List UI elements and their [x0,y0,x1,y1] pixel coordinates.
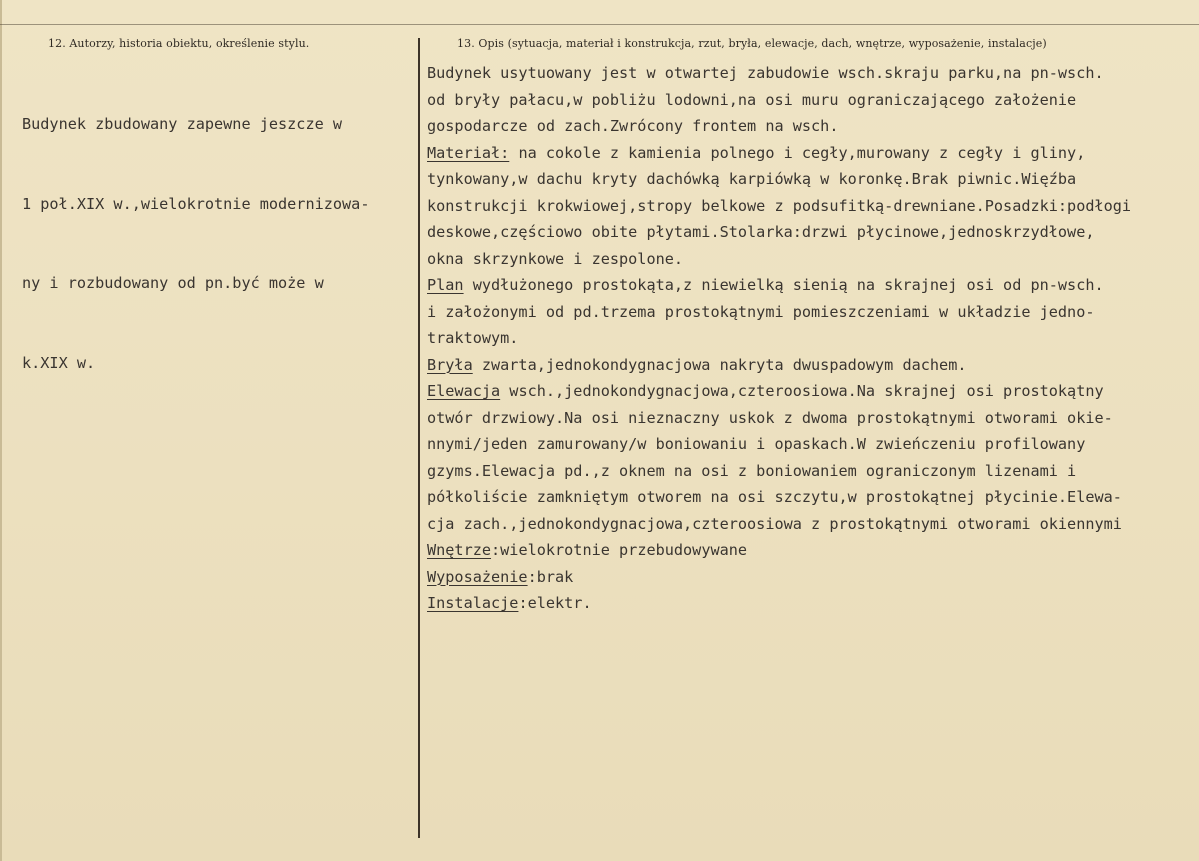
text-line [427,378,1197,405]
line-text: gospodarcze od zach.Zwrócony frontem na wsch. [427,117,839,135]
text-line: Budynek zbudowany zapewne jeszcze w [22,115,343,133]
line-text: gzyms.Elewacja pd.,z oknem na osi z boniowaniem ograniczonym lizenami i [427,461,1077,480]
text-line [427,484,1197,511]
text-line: ny i rozbudowany od pn.być może w [22,274,324,292]
text-line [427,511,1197,538]
text-line [427,325,1197,352]
top-rule [0,24,1199,25]
line-text: tynkowany,w dachu kryty dachówką karpiówką w koronkę.Brak piwnic.Więźba [427,170,1077,188]
section-label: Plan [427,276,464,294]
text-line [427,299,1197,326]
line-text: i założonymi od pd.trzema prostokątnymi pomieszczeniami w układzie jedno- [427,302,1095,321]
line-text: :brak [527,567,574,586]
line-text: konstrukcji krokwiowej,stropy belkowe z podsufitką-drewniane.Posadzki:podłogi [427,196,1132,215]
text-line: 1 poł.XIX w.,wielokrotnie modernizowa- [22,194,370,213]
line-text: :elektr. [518,594,592,612]
text-line [427,564,1197,591]
text-line [427,537,1197,564]
section-13-header: 13. Opis (sytuacja, materiał i konstrukcja, rzut, bryła, elewacje, dach, wnętrze, wyposażenie, instalacje) [457,37,1047,50]
text-line [427,431,1197,458]
text-line [427,246,1197,273]
text-line [427,166,1197,193]
line-text: okna skrzynkowe i zespolone. [427,249,684,268]
text-line [427,193,1197,220]
line-text: półkoliście zamkniętym otworem na osi szczytu,w prostokątnej płycinie.Elewa- [427,488,1122,506]
line-text: :wielokrotnie przebudowywane [491,541,748,559]
line-text: cja zach.,jednokondygnacjowa,czteroosiowa z prostokątnymi otworami okiennymi [427,514,1122,533]
line-text: otwór drzwiowy.Na osi nieznaczny uskok z dwoma prostokątnymi otworami okie- [427,408,1113,427]
text-line [427,60,1197,87]
text-line [427,140,1197,167]
line-text: na cokole z kamienia polnego i cegły,murowany z cegły i gliny, [509,143,1086,162]
text-line [427,458,1197,485]
text-line [427,219,1197,246]
line-text: traktowym. [427,329,519,347]
line-text: deskowe,częściowo obite płytami.Stolarka:drzwi płycinowe,jednoskrzydłowe, [427,223,1095,241]
section-label: Elewacja [427,382,501,400]
line-text: zwarta,jednokondygnacjowa nakryta dwuspadowym dachem. [472,355,967,374]
text-line [427,87,1197,114]
section-label: Instalacje [427,594,519,612]
line-text: wsch.,jednokondygnacjowa,czteroosiowa.Na skrajnej osi prostokątny [500,382,1104,400]
text-line [427,590,1197,617]
column-divider [418,38,420,838]
section-label: Wyposażenie [427,567,528,586]
section-13-text [427,60,1197,617]
line-text: od bryły pałacu,w pobliżu lodowni,na osi muru ograniczającego założenie [427,90,1077,109]
text-line: k.XIX w. [22,353,96,372]
section-12-header: 12. Autorzy, historia obiektu, określenie stylu. [48,37,310,50]
section-label: Materiał: [427,143,510,162]
section-label: Bryła [427,355,473,374]
line-text: Budynek usytuowany jest w otwartej zabudowie wsch.skraju parku,na pn-wsch. [427,64,1104,82]
text-line [427,272,1197,299]
text-line [427,113,1197,140]
text-line [427,405,1197,432]
card-edge [0,0,2,861]
section-label: Wnętrze [427,541,492,559]
line-text: nnymi/jeden zamurowany/w boniowaniu i opaskach.W zwieńczeniu profilowany [427,435,1086,453]
section-12-text [22,58,369,429]
line-text: wydłużonego prostokąta,z niewielką sienią na skrajnej osi od pn-wsch. [463,276,1104,294]
text-line [427,352,1197,379]
